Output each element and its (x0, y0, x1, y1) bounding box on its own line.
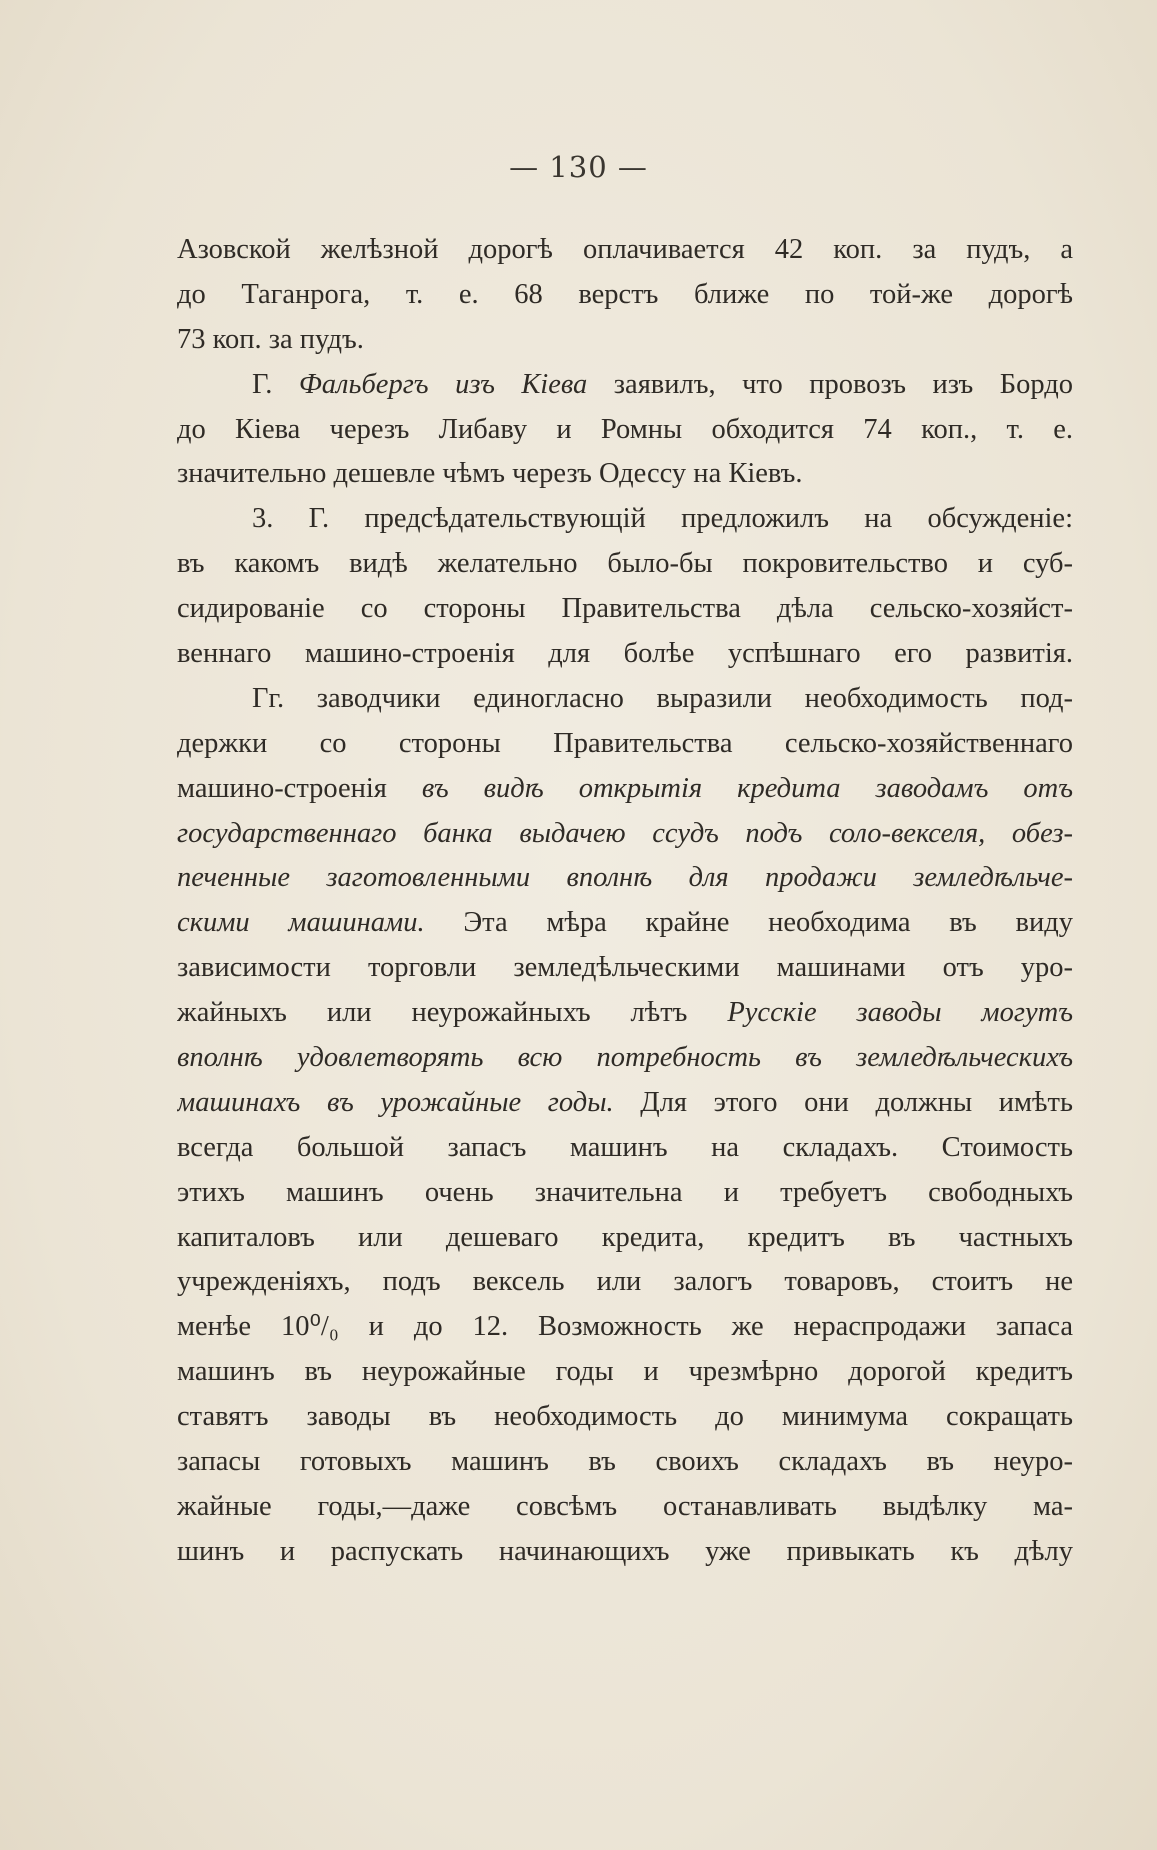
text-line (177, 587, 1073, 632)
text-run: капиталовъ или дешеваго кредита, кредитъ въ частныхъ (177, 1221, 1073, 1253)
text-line (177, 408, 1073, 453)
text-line (177, 1440, 1073, 1485)
text-run: Азовской желѣзной дорогѣ оплачивается 42 коп. за пудъ, а (177, 234, 1073, 265)
text-run: этихъ машинъ очень значительна и требуетъ свободныхъ (177, 1176, 1073, 1208)
text-run: значительно дешевле чѣмъ черезъ Одессу на Кiевъ. (177, 458, 803, 490)
text-run: держки со стороны Правительства сельско-хозяйственнаго (177, 727, 1073, 759)
italic-text: машинахъ въ урожайные годы. (177, 1086, 614, 1118)
text-run: Эта мѣра крайне необходима въ виду (424, 907, 1073, 939)
text-line (177, 901, 1073, 946)
italic-text: вполнѣ удовлетворять всю потребность въ земледѣльческихъ (177, 1042, 1073, 1074)
italic-text: Русскiе заводы могутъ (727, 997, 1073, 1029)
text-run: веннаго машино-строенiя для болѣе успѣшнаго его развитiя. (177, 638, 1073, 670)
text-run: до Таганрога, т. е. 68 верстъ ближе по той-же дорогѣ (177, 278, 1073, 310)
text-run: жайные годы,—даже совсѣмъ останавливать выдѣлку ма- (177, 1490, 1073, 1522)
text-line (177, 991, 1073, 1036)
text-line (177, 1216, 1073, 1261)
body-text (177, 228, 1073, 1575)
text-run: 73 коп. за пудъ. (177, 323, 364, 355)
text-line (177, 677, 1073, 722)
text-line (177, 1260, 1073, 1305)
text-run: жайныхъ или неурожайныхъ лѣтъ (177, 997, 728, 1029)
text-line (177, 542, 1073, 587)
italic-text: Фальбергъ изъ Кiева (298, 368, 588, 400)
text-run: шинъ и распускать начинающихъ уже привыкать къ дѣлу (177, 1535, 1073, 1567)
text-line (177, 1350, 1073, 1395)
text-run: Для этого они должны имѣть (613, 1086, 1073, 1118)
text-run: до Кiева черезъ Либаву и Ромны обходится 74 коп., т. е. (177, 413, 1073, 445)
text-line (177, 363, 1073, 408)
text-line (177, 1485, 1073, 1530)
text-line (177, 452, 1073, 497)
text-run: сидированiе со стороны Правительства дѣла сельско-хозяйст- (177, 593, 1073, 625)
text-run: въ какомъ видѣ желательно было-бы покровительство и суб- (177, 548, 1073, 580)
text-line (177, 1036, 1073, 1081)
text-run: Г. (252, 368, 299, 400)
text-run: машинъ въ неурожайные годы и чрезмѣрно дорогой кредитъ (177, 1356, 1073, 1388)
text-line (177, 1126, 1073, 1171)
italic-text: въ видѣ открытiя кредита заводамъ отъ (421, 772, 1073, 804)
italic-text: печенные заготовленными вполнѣ для продажи земледѣльче- (177, 862, 1073, 894)
italic-text: скими машинами. (177, 907, 425, 939)
italic-text: государственнаго банка выдачею ссудъ подъ соло-векселя, обез- (177, 817, 1073, 849)
text-run: Гг. заводчики единогласно выразили необходимость под- (252, 682, 1073, 714)
text-line (177, 228, 1073, 273)
text-run: заявилъ, что провозъ изъ Бордо (587, 368, 1073, 400)
page-number: — 130 — (509, 150, 648, 184)
text-line (177, 497, 1073, 542)
text-run: запасы готовыхъ машинъ въ своихъ складахъ въ неуро- (177, 1446, 1073, 1478)
text-run: зависимости торговли земледѣльческими машинами отъ уро- (177, 952, 1073, 984)
text-line (177, 1081, 1073, 1126)
text-line (177, 1530, 1073, 1575)
text-line (177, 318, 1073, 363)
text-line (177, 273, 1073, 318)
text-line (177, 856, 1073, 901)
text-run: менѣе 10⁰/₀ и до 12. Возможность же нераспродажи запаса (177, 1311, 1073, 1343)
text-line (177, 722, 1073, 767)
text-line (177, 1171, 1073, 1216)
text-run: машино-строенiя (177, 772, 422, 804)
text-line (177, 1395, 1073, 1440)
text-line (177, 632, 1073, 677)
text-line (177, 767, 1073, 812)
text-run: всегда большой запасъ машинъ на складахъ. Стоимость (177, 1131, 1073, 1163)
text-run: 3. Г. предсѣдательствующiй предложилъ на обсужденiе: (252, 503, 1073, 535)
text-run: ставятъ заводы въ необходимость до минимума сокращать (177, 1401, 1073, 1433)
text-line (177, 1305, 1073, 1350)
text-line (177, 812, 1073, 857)
text-run: учрежденiяхъ, подъ вексель или залогъ товаровъ, стоитъ не (177, 1266, 1073, 1298)
text-line (177, 946, 1073, 991)
